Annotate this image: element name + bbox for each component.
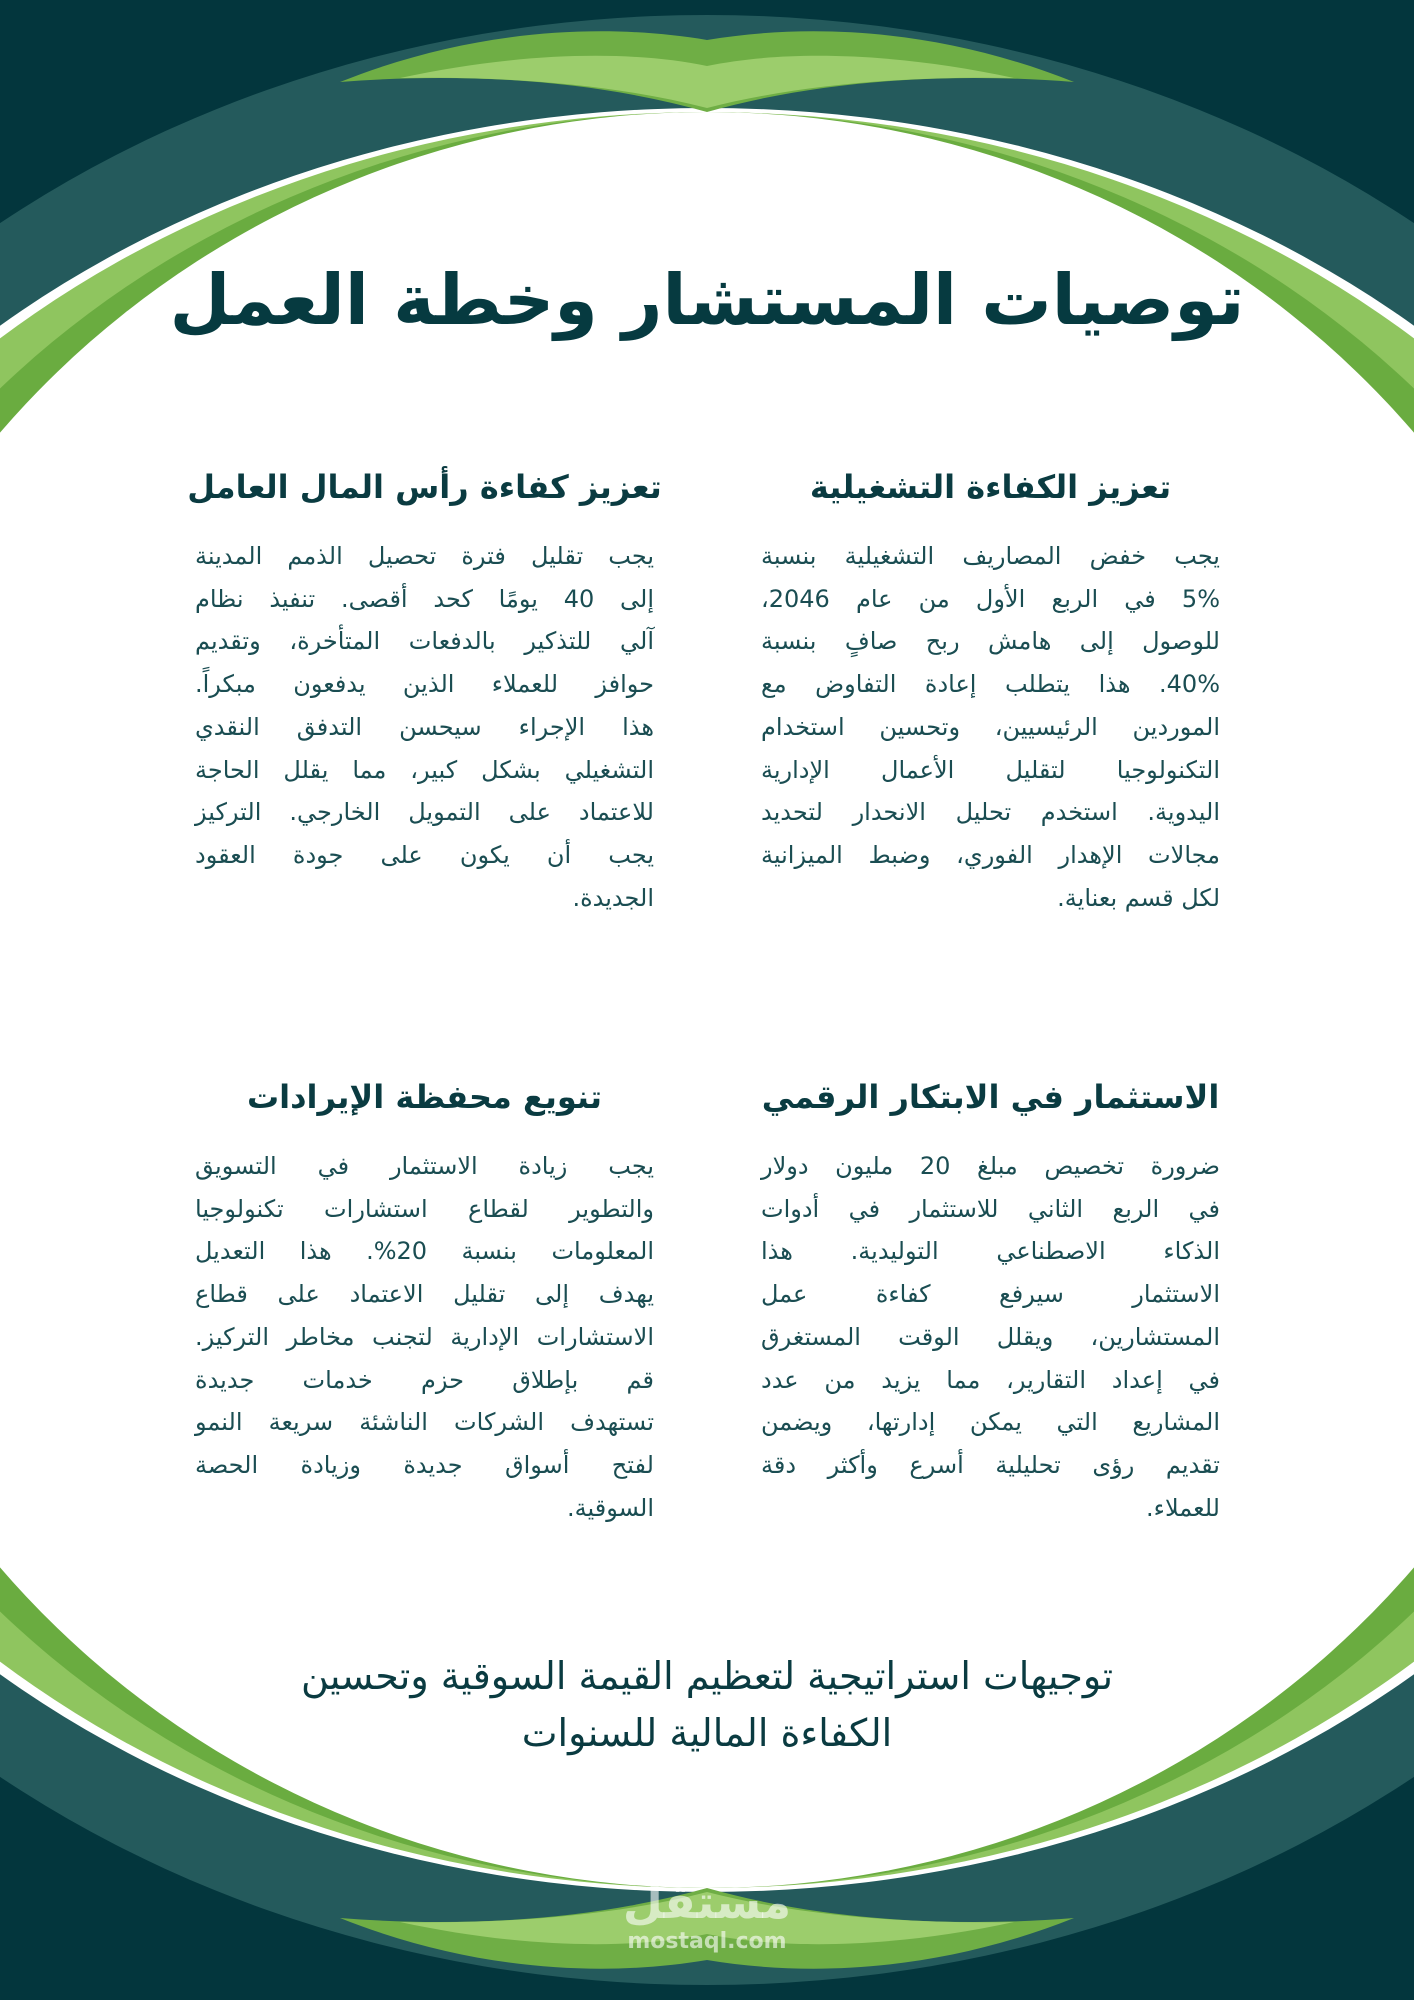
- section-operational-efficiency: [761, 465, 1220, 919]
- body-line: هذا الإجراء سيحسن التدفق النقدي: [195, 712, 654, 741]
- body-line: الموردين الرئيسيين، وتحسين استخدام: [761, 712, 1220, 741]
- body-line: التكنولوجيا لتقليل الأعمال الإدارية: [761, 755, 1220, 784]
- body-line: آلي للتذكير بالدفعات المتأخرة، وتقديم: [195, 627, 654, 656]
- body-line: السوقية.: [567, 1493, 654, 1522]
- body-line: للعملاء.: [1146, 1493, 1220, 1522]
- body-line: قم بإطلاق حزم خدمات جديدة: [195, 1365, 654, 1394]
- section-heading: تعزيز الكفاءة التشغيلية: [809, 468, 1172, 506]
- watermark-url: mostaql.com: [627, 1929, 787, 1954]
- section-heading: تعزيز كفاءة رأس المال العامل: [187, 468, 662, 506]
- body-line: يجب أن يكون على جودة العقود: [195, 840, 654, 869]
- body-line: الذكاء الاصطناعي التوليدية. هذا: [761, 1237, 1220, 1266]
- body-line: مجالات الإهدار الفوري، وضبط الميزانية: [761, 840, 1220, 869]
- body-line: التشغيلي بشكل كبير، مما يقلل الحاجة: [195, 755, 654, 784]
- body-line: يجب زيادة الاستثمار في التسويق: [195, 1152, 654, 1180]
- watermark-logo-text: مستقل: [622, 1875, 792, 1929]
- section-digital-innovation: [761, 1075, 1220, 1529]
- section-working-capital: [187, 465, 662, 919]
- body-line: اليدوية. استخدم تحليل الانحدار لتحديد: [761, 798, 1220, 827]
- body-line: الاستشارات الإدارية لتجنب مخاطر التركيز.: [195, 1322, 654, 1351]
- body-line: للوصول إلى هامش ربح صافٍ بنسبة: [761, 627, 1220, 656]
- body-line: 5% في الربع الأول من عام 2046،: [761, 584, 1220, 613]
- body-line: يجب خفض المصاريف التشغيلية بنسبة: [761, 542, 1220, 570]
- section-body: [195, 535, 654, 919]
- body-line: والتطوير لقطاع استشارات تكنولوجيا: [195, 1194, 654, 1223]
- body-line: حوافز للعملاء الذين يدفعون مبكراً.: [195, 670, 654, 699]
- footer-line: توجيهات استراتيجية لتعظيم القيمة السوقية وتحسين: [300, 1654, 1114, 1698]
- body-line: الجديدة.: [572, 883, 654, 912]
- body-line: المستشارين، ويقلل الوقت المستغرق: [761, 1322, 1220, 1351]
- section-revenue-diversification: [195, 1075, 654, 1529]
- body-line: تستهدف الشركات الناشئة سريعة النمو: [195, 1408, 654, 1437]
- body-line: في الربع الثاني للاستثمار في أدوات: [761, 1194, 1220, 1223]
- body-line: الاستثمار سيرفع كفاءة عمل: [761, 1280, 1220, 1309]
- body-line: إلى 40 يومًا كحد أقصى. تنفيذ نظام: [195, 584, 654, 613]
- section-heading: الاستثمار في الابتكار الرقمي: [761, 1078, 1220, 1116]
- body-line: تقديم رؤى تحليلية أسرع وأكثر دقة: [761, 1450, 1220, 1479]
- body-line: المعلومات بنسبة 20%. هذا التعديل: [195, 1237, 654, 1266]
- footer-line: الكفاءة المالية للسنوات: [521, 1711, 893, 1755]
- body-line: المشاريع التي يمكن إدارتها، ويضمن: [761, 1408, 1220, 1437]
- body-line: لكل قسم بعناية.: [1057, 883, 1220, 912]
- section-body: [761, 1145, 1220, 1529]
- section-body: [195, 1145, 654, 1529]
- section-heading: تنويع محفظة الإيرادات: [246, 1078, 602, 1116]
- body-line: 40%. هذا يتطلب إعادة التفاوض مع: [761, 670, 1220, 699]
- footer-tagline: [207, 1648, 1207, 1762]
- body-line: في إعداد التقارير، مما يزيد من عدد: [761, 1365, 1220, 1394]
- body-line: لفتح أسواق جديدة وزيادة الحصة: [195, 1450, 654, 1479]
- body-line: ضرورة تخصيص مبلغ 20 مليون دولار: [761, 1152, 1220, 1180]
- body-line: للاعتماد على التمويل الخارجي. التركيز: [195, 798, 654, 827]
- page-title: توصيات المستشار وخطة العمل: [169, 259, 1245, 341]
- body-line: يجب تقليل فترة تحصيل الذمم المدينة: [195, 542, 654, 570]
- mostaql-watermark: [0, 1876, 1414, 1956]
- section-body: [761, 535, 1220, 919]
- white-content-oval: [0, 112, 1414, 1888]
- body-line: يهدف إلى تقليل الاعتماد على قطاع: [195, 1280, 654, 1309]
